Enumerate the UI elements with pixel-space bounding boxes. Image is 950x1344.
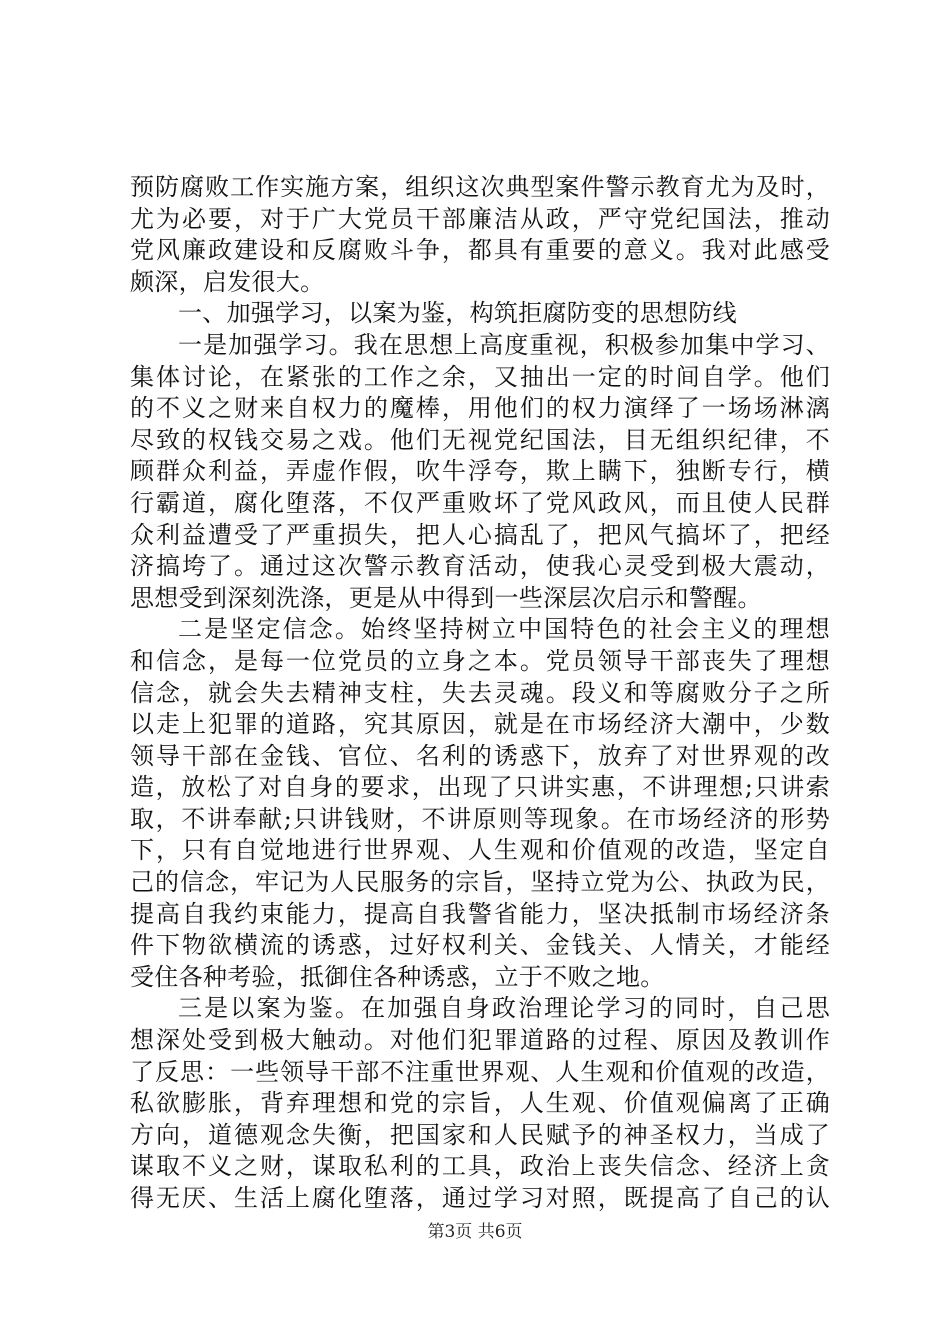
text-line: 集体讨论，在紧张的工作之余，又抽出一定的时间自学。他们 — [130, 362, 830, 391]
text-line: 思想受到深刻洗涤，更是从中得到一些深层次启示和警醒。 — [130, 583, 762, 612]
text-line: 件下物欲横流的诱惑，过好权利关、金钱关、人情关，才能经 — [130, 931, 830, 960]
text-line: 尽致的权钱交易之戏。他们无视党纪国法，目无组织纪律，不 — [130, 425, 830, 454]
text-line: 得无厌、生活上腐化堕落，通过学习对照，既提高了自己的认 — [130, 1184, 830, 1212]
text-line: 济搞垮了。通过这次警示教育活动，使我心灵受到极大震动， — [130, 552, 830, 581]
text-line: 造，放松了对自身的要求，出现了只讲实惠，不讲理想;只讲索 — [130, 773, 830, 802]
text-line: 下，只有自觉地进行世界观、人生观和价值观的改造，坚定自 — [130, 836, 830, 865]
text-line: 想深处受到极大触动。对他们犯罪道路的过程、原因及教训作 — [130, 1026, 830, 1055]
text-line: 尤为必要，对于广大党员干部廉洁从政，严守党纪国法，推动 — [130, 204, 830, 233]
text-line: 己的信念，牢记为人民服务的宗旨，坚持立党为公、执政为民， — [130, 868, 830, 897]
text-line: 取，不讲奉献;只讲钱财，不讲原则等现象。在市场经济的形势 — [130, 804, 830, 833]
text-line: 颇深，启发很大。 — [130, 267, 325, 296]
text-line: 谋取不义之财，谋取私利的工具，政治上丧失信念、经济上贪 — [130, 1152, 830, 1181]
text-line: 一、加强学习，以案为鉴，构筑拒腐防变的思想防线 — [178, 299, 737, 328]
text-line: 行霸道，腐化堕落，不仅严重败坏了党风政风，而且使人民群 — [130, 488, 830, 517]
page-footer: 第3页 共6页 — [427, 1222, 523, 1242]
text-line: 了反思：一些领导干部不注重世界观、人生观和价值观的改造， — [130, 1057, 830, 1086]
text-line: 私欲膨胀，背弃理想和党的宗旨，人生观、价值观偏离了正确 — [130, 1089, 830, 1118]
text-line: 和信念，是每一位党员的立身之本。党员领导干部丧失了理想 — [130, 646, 830, 675]
text-line: 信念，就会失去精神支柱，失去灵魂。段义和等腐败分子之所 — [130, 678, 830, 707]
text-line: 众利益遭受了严重损失，把人心搞乱了，把风气搞坏了，把经 — [130, 520, 830, 549]
text-line: 党风廉政建设和反腐败斗争，都具有重要的意义。我对此感受 — [130, 236, 830, 265]
text-line: 受住各种考验，抵御住各种诱惑，立于不败之地。 — [130, 962, 665, 991]
text-line: 二是坚定信念。始终坚持树立中国特色的社会主义的理想 — [178, 615, 830, 644]
text-line: 以走上犯罪的道路，究其原因，就是在市场经济大潮中，少数 — [130, 710, 830, 739]
text-line: 顾群众利益，弄虚作假，吹牛浮夸，欺上瞒下，独断专行，横 — [130, 457, 830, 486]
text-line: 提高自我约束能力，提高自我警省能力，坚决抵制市场经济条 — [130, 899, 830, 928]
text-line: 预防腐败工作实施方案，组织这次典型案件警示教育尤为及时， — [130, 173, 830, 201]
text-line: 一是加强学习。我在思想上高度重视，积极参加集中学习、 — [178, 330, 830, 359]
text-line: 方向，道德观念失衡，把国家和人民赋予的神圣权力，当成了 — [130, 1120, 830, 1149]
text-line: 三是以案为鉴。在加强自身政治理论学习的同时，自己思 — [178, 994, 830, 1023]
document-body — [130, 172, 830, 1215]
text-line: 领导干部在金钱、官位、名利的诱惑下，放弃了对世界观的改 — [130, 741, 830, 770]
text-line: 的不义之财来自权力的魔棒，用他们的权力演绎了一场场淋漓 — [130, 394, 830, 423]
